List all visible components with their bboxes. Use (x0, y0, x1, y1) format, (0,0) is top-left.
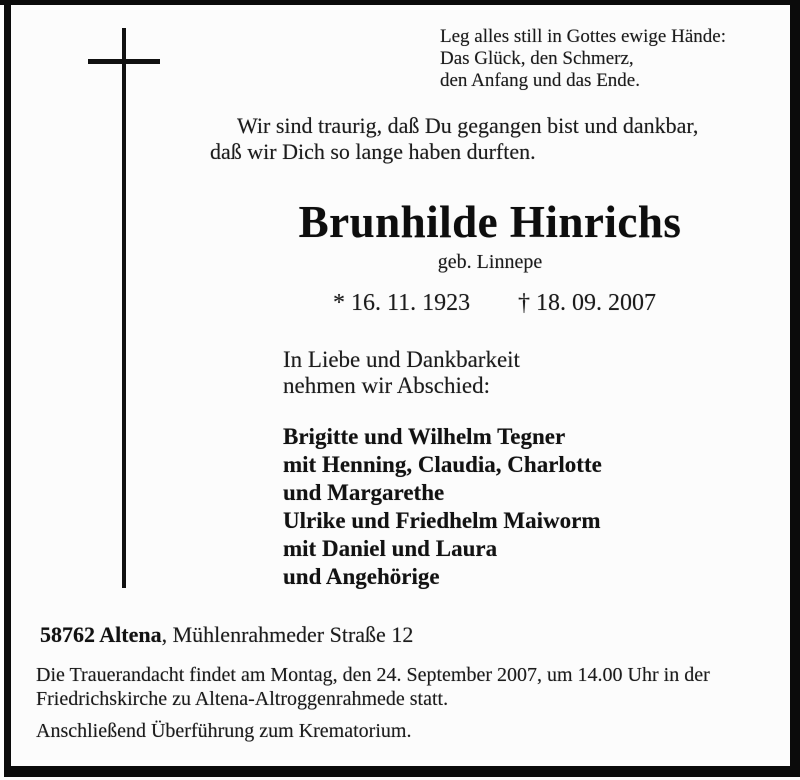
service-line: Friedrichskirche zu Altena-Altroggenrahmede statt. (36, 688, 449, 710)
address-line (40, 622, 413, 648)
address-city: 58762 Altena (40, 622, 162, 647)
mourner-line: mit Henning, Claudia, Charlotte (283, 452, 602, 477)
intro-line: Wir sind traurig, daß Du gegangen bist und dankbar, (237, 113, 699, 138)
frame-border-bottom (4, 766, 800, 777)
service-info (36, 663, 710, 711)
cross-vertical-beam (122, 28, 126, 588)
intro-line: daß wir Dich so lange haben durften. (210, 139, 536, 164)
mourner-line: und Angehörige (283, 564, 440, 589)
mourner-line: und Margarethe (283, 480, 445, 505)
cremation-note: Anschließend Überführung zum Krematorium. (36, 720, 412, 742)
service-line: Die Trauerandacht findet am Montag, den 24. September 2007, um 14.00 Uhr in der (36, 664, 710, 686)
farewell-line: In Liebe und Dankbarkeit (283, 347, 520, 372)
mourner-line: mit Daniel und Laura (283, 536, 498, 561)
frame-border-right (790, 0, 800, 777)
epigraph-line: Das Glück, den Schmerz, (440, 48, 634, 69)
birth-date: * 16. 11. 1923 (333, 290, 471, 316)
death-date: † 18. 09. 2007 (518, 290, 656, 316)
address-street: , Mühlenrahmeder Straße 12 (161, 622, 414, 647)
cross-horizontal-beam (88, 59, 160, 64)
mourner-line: Brigitte und Wilhelm Tegner (283, 424, 566, 449)
deceased-name: Brunhilde Hinrichs (298, 197, 682, 247)
frame-border-top (0, 0, 800, 5)
farewell-line: nehmen wir Abschied: (283, 373, 490, 398)
epigraph-verse (440, 26, 726, 92)
epigraph-line: den Anfang und das Ende. (440, 70, 640, 91)
farewell-text (283, 347, 520, 399)
mourner-line: Ulrike und Friedhelm Maiworm (283, 508, 601, 533)
frame-border-left (4, 0, 11, 777)
mourners-list (283, 423, 602, 591)
maiden-name: geb. Linnepe (437, 251, 543, 273)
epigraph-line: Leg alles still in Gottes ewige Hände: (440, 26, 726, 47)
